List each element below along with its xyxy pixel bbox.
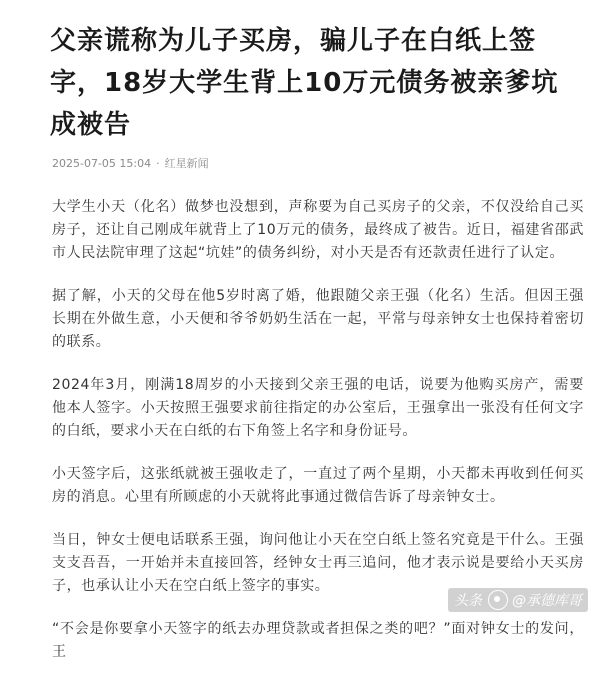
paragraph: 大学生小天（化名）做梦也没想到，声称要为自己买房子的父亲，不仅没给自己买房子，还让自己刚成年就背上了10万元的债务，最终成了被告。近日，福建省邵武市人民法院审理了这起“坑娃”的债务纠纷，对小天是否有还款责任进行了认定。 (52, 199, 584, 261)
source-name[interactable]: 红星新闻 (164, 157, 209, 170)
watermark-text: 头条 (454, 593, 482, 609)
article-meta (52, 155, 209, 171)
publish-date: 2025-07-05 15:04 (52, 157, 152, 170)
paragraph: 2024年3月，刚满18周岁的小天接到父亲王强的电话，说要为他购买房产，需要他本人签字。小天按照王强要求前往指定的办公室后，王强拿出一张没有任何文字的白纸，要求小天在白纸的右下角签上名字和身份证号。 (52, 377, 584, 439)
paragraph: “不会是你要拿小天签字的纸去办理贷款或者担保之类的吧？”面对钟女士的发问，王 (52, 621, 584, 660)
paragraph: 据了解，小天的父母在他5岁时离了婚，他跟随父亲王强（化名）生活。但因王强长期在外做生意，小天便和爷爷奶奶生活在一起，平常与母亲钟女士也保持着密切的联系。 (52, 288, 584, 350)
meta-separator: · (156, 157, 160, 170)
paragraph: 当日，钟女士便电话联系王强，询问他让小天在空白纸上签名究竟是干什么。王强支支吾吾，一开始并未直接回答，经钟女士再三追问，他才表示说是要给小天买房子，也承认让小天在空白纸上签字的事实。 (52, 532, 584, 594)
article-title: 父亲谎称为儿子买房，骗儿子在白纸上签字，18岁大学生背上10万元债务被亲爹坑成被告 (50, 26, 559, 140)
paragraph: 小天签字后，这张纸就被王强收走了，一直过了两个星期，小天都未再收到任何买房的消息。心里有所顾虑的小天就将此事通过微信告诉了母亲钟女士。 (52, 466, 584, 505)
account-icon (488, 590, 508, 610)
watermark-account: @承德库哥 (512, 593, 582, 609)
watermark (448, 588, 588, 612)
